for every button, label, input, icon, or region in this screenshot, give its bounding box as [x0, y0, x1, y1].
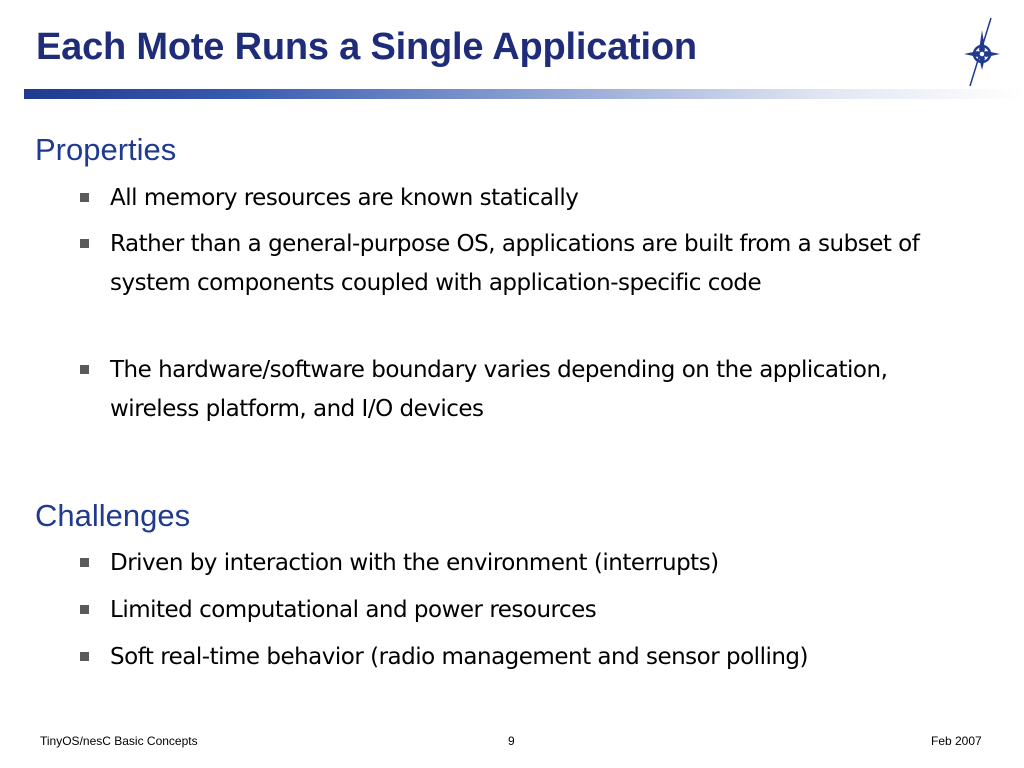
square-bullet-icon — [80, 558, 89, 567]
bullet-text: All memory resources are known statically — [110, 185, 579, 211]
square-bullet-icon — [80, 239, 89, 248]
square-bullet-icon — [80, 605, 89, 614]
title-divider — [24, 89, 1024, 99]
section-heading-challenges: Challenges — [35, 498, 191, 533]
bullet-text: Rather than a general-purpose OS, applications are built from a subset of system components coupled with application-specific code — [110, 231, 920, 296]
square-bullet-icon — [80, 365, 89, 374]
slide-title: Each Mote Runs a Single Application — [36, 26, 697, 68]
bullet-text: Driven by interaction with the environment (interrupts) — [110, 550, 719, 576]
bullet-text: Limited computational and power resources — [110, 597, 597, 623]
square-bullet-icon — [80, 193, 89, 202]
square-bullet-icon — [80, 652, 89, 661]
bullet-item — [80, 638, 970, 677]
bullet-text: The hardware/software boundary varies depending on the application, wireless platform, and I/O devices — [110, 357, 888, 422]
compass-star-logo-icon — [958, 14, 1006, 90]
bullet-text: Soft real-time behavior (radio management and sensor polling) — [110, 644, 808, 670]
bullet-item — [80, 179, 970, 218]
section-heading-properties: Properties — [35, 132, 177, 167]
bullet-item — [80, 544, 970, 583]
footer-title: TinyOS/nesC Basic Concepts — [40, 734, 198, 748]
bullet-item — [80, 225, 970, 303]
bullet-item — [80, 591, 970, 630]
footer-page-number: 9 — [508, 734, 515, 748]
footer-date: Feb 2007 — [931, 734, 982, 748]
bullet-item — [80, 351, 970, 429]
